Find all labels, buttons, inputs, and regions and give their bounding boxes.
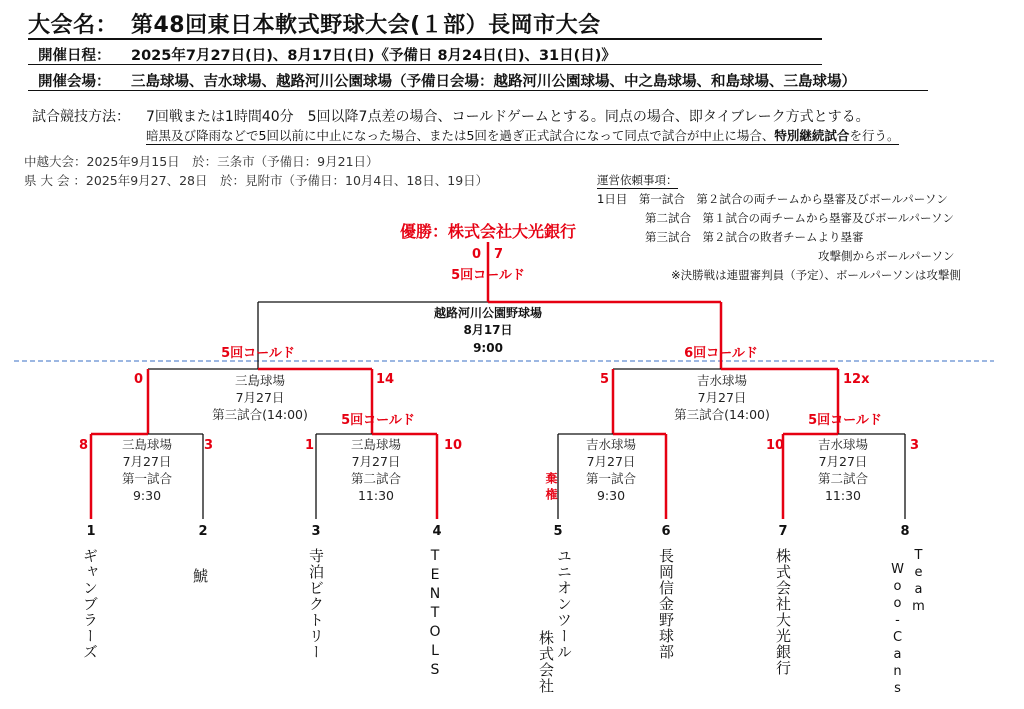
- rules-line2-suffix: を行う。: [849, 128, 900, 143]
- r1-g2-score-left: 1: [305, 438, 315, 453]
- r1-g2-date: 7月27日: [351, 454, 401, 469]
- operations-line5: ※決勝戦は連盟審判員（予定）、ボールパーソンは攻撃側: [671, 268, 961, 282]
- r1-g2-info: [351, 436, 401, 504]
- venues-label: 開催会場：: [38, 74, 111, 90]
- r1-g3-forfeit: 棄権: [544, 472, 558, 504]
- operations-line4: 攻撃側からボールパーソン: [818, 249, 955, 263]
- operations-line2: 第二試合 第１試合の両チームから塁審及びボールパーソン: [645, 211, 955, 225]
- rules-label: 試合競技方法：: [32, 109, 130, 125]
- r1-g2-score-right: 10: [444, 438, 463, 453]
- semi-left-score-left: 0: [134, 372, 144, 387]
- r1-g4-game: 第二試合: [817, 471, 869, 486]
- r1-g1-date: 7月27日: [122, 454, 172, 469]
- team-8-number: 8: [900, 524, 910, 539]
- venues-text: 三島球場、吉水球場、越路河川公園球場（予備日会場：越路河川公園球場、中之島球場、和島球場、三島球場）: [131, 74, 856, 90]
- rules-line1: 7回戦または1時間40分 5回以降7点差の場合、コールドゲームとする。同点の場合、即タイブレーク方式とする。: [146, 109, 870, 125]
- team-5-name: ユニオンツール: [555, 548, 573, 660]
- r1-g2-game: 第二試合: [350, 471, 402, 486]
- final-score-left: 0: [472, 247, 482, 262]
- team-3-number: 3: [311, 524, 321, 539]
- r1-g1-info: [122, 436, 172, 504]
- r1-g2-venue: 三島球場: [350, 437, 402, 452]
- semi-right-date: 7月27日: [697, 390, 747, 405]
- team-6-number: 6: [661, 524, 671, 539]
- team-2-name: 鯱: [191, 568, 209, 584]
- r1-g4-venue: 吉水球場: [817, 437, 869, 452]
- r1-g4-info: [818, 436, 868, 504]
- r1-g4-score-left: 10: [766, 438, 785, 453]
- team-5-number: 5: [553, 524, 563, 539]
- prefecture-info: 県 大 会 ：2025年9月27、28日 於：見附市（予備日：10月4日、18日、19日）: [24, 173, 489, 188]
- team-4-number: 4: [432, 524, 442, 539]
- r1-g1-score-right: 3: [204, 438, 214, 453]
- final-result: 5回コールド: [451, 268, 525, 283]
- semi-right-score-right: 12x: [843, 372, 870, 387]
- r1-g1-time: 9:30: [132, 488, 162, 503]
- r1-g4-score-right: 3: [910, 438, 920, 453]
- semi-right-result: 6回コールド: [684, 346, 758, 361]
- r1-g1-game: 第一試合: [121, 471, 173, 486]
- chuetsu-info: 中越大会：2025年9月15日 於：三条市（予備日：9月21日）: [24, 154, 379, 169]
- final-time: 9:00: [473, 341, 503, 355]
- team-1-name: ギャンブラーズ: [81, 548, 99, 660]
- r1-g3-info: [586, 436, 636, 504]
- champion-label: 優勝：株式会社大光銀行: [399, 222, 577, 241]
- team-1-number: 1: [86, 524, 96, 539]
- operations-title: 運営依頼事項：: [597, 173, 678, 187]
- team-5-name-2: 株式会社: [537, 630, 555, 694]
- r1-g1-venue: 三島球場: [121, 437, 173, 452]
- r1-g3-game: 第一試合: [585, 471, 637, 486]
- dates-label: 開催日程：: [38, 48, 111, 64]
- r1-g2-time: 11:30: [357, 488, 395, 503]
- r1-g4-time: 11:30: [824, 488, 862, 503]
- team-7-number: 7: [778, 524, 788, 539]
- r1-g2-result: 5回コールド: [341, 413, 415, 428]
- r1-g3-date: 7月27日: [586, 454, 636, 469]
- r1-g3-time: 9:30: [596, 488, 626, 503]
- r1-g4-date: 7月27日: [818, 454, 868, 469]
- operations-line3: 第三試合 第２試合の敗者チームより塁審: [645, 230, 864, 244]
- final-score-right: 7: [494, 247, 504, 262]
- semi-left-result: 5回コールド: [221, 346, 295, 361]
- rules-line2-bold: 特別継続試合: [774, 128, 850, 143]
- team-4-name: TENTOLS: [427, 548, 443, 681]
- semi-right-venue: 吉水球場: [696, 373, 747, 388]
- semi-left-info: [212, 372, 308, 423]
- team-8-name-2: Woo-Cans: [890, 562, 905, 698]
- r1-g3-venue: 吉水球場: [585, 437, 637, 452]
- team-6-name: 長岡信金野球部: [657, 548, 675, 660]
- r1-g4-result: 5回コールド: [808, 413, 882, 428]
- semi-left-date: 7月27日: [235, 390, 285, 405]
- team-8-name: Team: [911, 548, 926, 616]
- semi-left-score-right: 14: [376, 372, 395, 387]
- dates-text: 2025年7月27日(日)、8月17日(日)《予備日 8月24日(日)、31日(日)》: [131, 48, 616, 64]
- semi-right-info: [674, 372, 770, 423]
- final-venue: 越路河川公園野球場: [433, 306, 543, 320]
- team-2-number: 2: [198, 524, 208, 539]
- rules-line2-prefix: 暗黒及び降雨などで5回以前に中止になった場合、または5回を過ぎ正式試合になって同点で試合が中止に場合、: [146, 128, 775, 143]
- team-7-name: 株式会社大光銀行: [774, 548, 792, 676]
- semi-left-game: 第三試合(14:00): [212, 407, 308, 422]
- semi-left-venue: 三島球場: [234, 373, 285, 388]
- semi-right-score-left: 5: [600, 372, 610, 387]
- semi-right-game: 第三試合(14:00): [674, 407, 770, 422]
- tournament-title: 第48回東日本軟式野球大会(１部）長岡市大会: [131, 13, 601, 38]
- r1-g1-score-left: 8: [79, 438, 89, 453]
- team-3-name: 寺泊ビクトリー: [307, 548, 325, 660]
- operations-line1: 1日目 第一試合 第２試合の両チームから塁審及びボールパーソン: [597, 192, 948, 206]
- title-label: 大会名：: [28, 13, 119, 38]
- final-date: 8月17日: [463, 323, 513, 337]
